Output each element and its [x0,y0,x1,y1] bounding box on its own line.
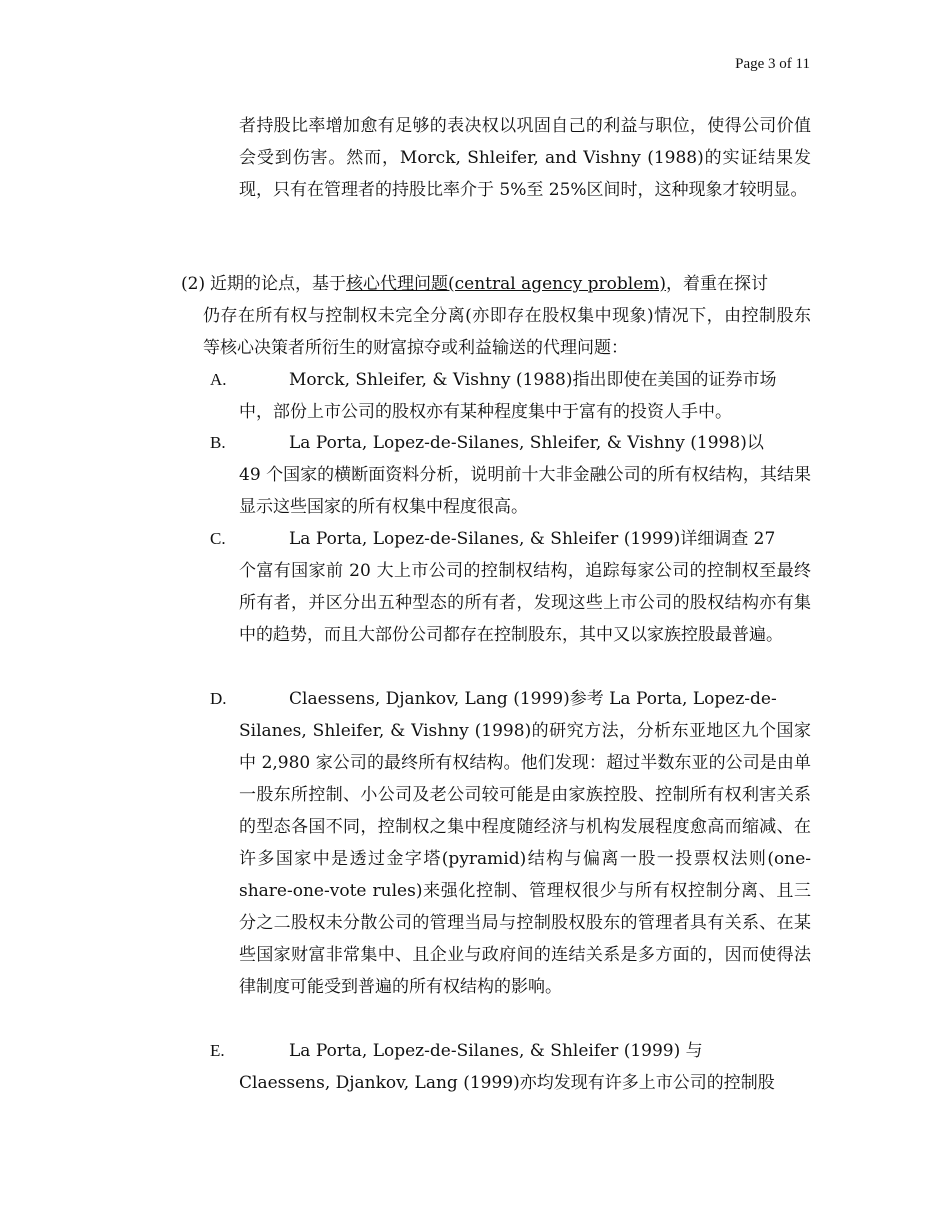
list-item-c [210,523,811,651]
list-item-marker: B. [210,433,226,452]
list-item-rest: Silanes, Shleifer, & Vishny (1998)的研究方法，分析东亚地区九个国家中 2,980 家公司的最终所有权结构。他们发现：超过半数东亚的公司是由单一股东所控制、小公司及老公司较可能是由家族控股、控制所有权利害关系的型态各国不同，控制权之集中程度随经济与机构发展程度愈高而缩减、在许多国家中是透过金字塔(pyramid)结构与偏离一股一投票权法则(one-share-one-vote rules)来强化控制、管理权很少与所有权控制分离、且三分之二股权未分散公司的管理当局与控制股权股东的管理者具有关系、在某些国家财富非常集中、且企业与政府间的连结关系是多方面的，因而使得法律制度可能受到普遍的所有权结构的影响。 [239,721,811,997]
list-item-marker: D. [210,689,227,708]
list-item-marker: A. [210,370,227,389]
central-agency-problem-term: 核心代理问题(central agency problem) [346,274,667,294]
list-item-rest: 49 个国家的横断面资料分析，说明前十大非金融公司的所有权结构，其结果显示这些国家的所有权集中程度很高。 [239,465,811,517]
list-item-e [210,1035,811,1099]
list-item-marker: E. [210,1041,225,1060]
list-item-first-line: Claessens, Djankov, Lang (1999)参考 La Porta, Lopez-de- [289,689,777,709]
list-item-d [210,683,811,1003]
section-two-first-line [181,268,811,300]
section-two-lead: 近期的论点，基于 [210,274,346,294]
list-item-b [210,427,811,523]
list-item-rest: 个富有国家前 20 大上市公司的控制权结构，追踪每家公司的控制权至最终所有者，并区分出五种型态的所有者，发现这些上市公司的股权结构亦有集中的趋势，而且大部份公司都存在控制股东，其中又以家族控股最普遍。 [239,561,811,645]
section-two-paragraph [181,268,811,364]
list-item-first-line: La Porta, Lopez-de-Silanes, & Shleifer (1999) 与 [289,1041,703,1061]
section-two-label: (2) [181,274,206,294]
list-item-first-line: La Porta, Lopez-de-Silanes, & Shleifer (1999)详细调查 27 [289,529,776,549]
list-item-rest: 中，部份上市公司的股权亦有某种程度集中于富有的投资人手中。 [239,402,732,422]
page-number: Page 3 of 11 [735,56,810,72]
intro-paragraph: 者持股比率增加愈有足够的表决权以巩固自己的利益与职位，使得公司价值会受到伤害。然而，Morck, Shleifer, and Vishny (1988)的实证结果发现，只有在管理者的持股比率介于 5%至 25%区间时，这种现象才较明显。 [239,116,811,200]
list-item-rest: Claessens, Djankov, Lang (1999)亦均发现有许多上市公司的控制股 [239,1073,775,1093]
section-two-rest: 仍存在所有权与控制权未完全分离(亦即存在股权集中现象)情况下，由控制股东等核心决策者所衍生的财富掠夺或利益输送的代理问题： [203,306,811,358]
list-item-first-line: Morck, Shleifer, & Vishny (1988)指出即使在美国的证券市场 [289,370,777,390]
list-item-first-line: La Porta, Lopez-de-Silanes, Shleifer, & Vishny (1998)以 [289,433,764,453]
list-item-a [210,364,811,428]
section-two-first-tail: ，着重在探讨 [666,274,769,294]
list-item-marker: C. [210,529,226,548]
